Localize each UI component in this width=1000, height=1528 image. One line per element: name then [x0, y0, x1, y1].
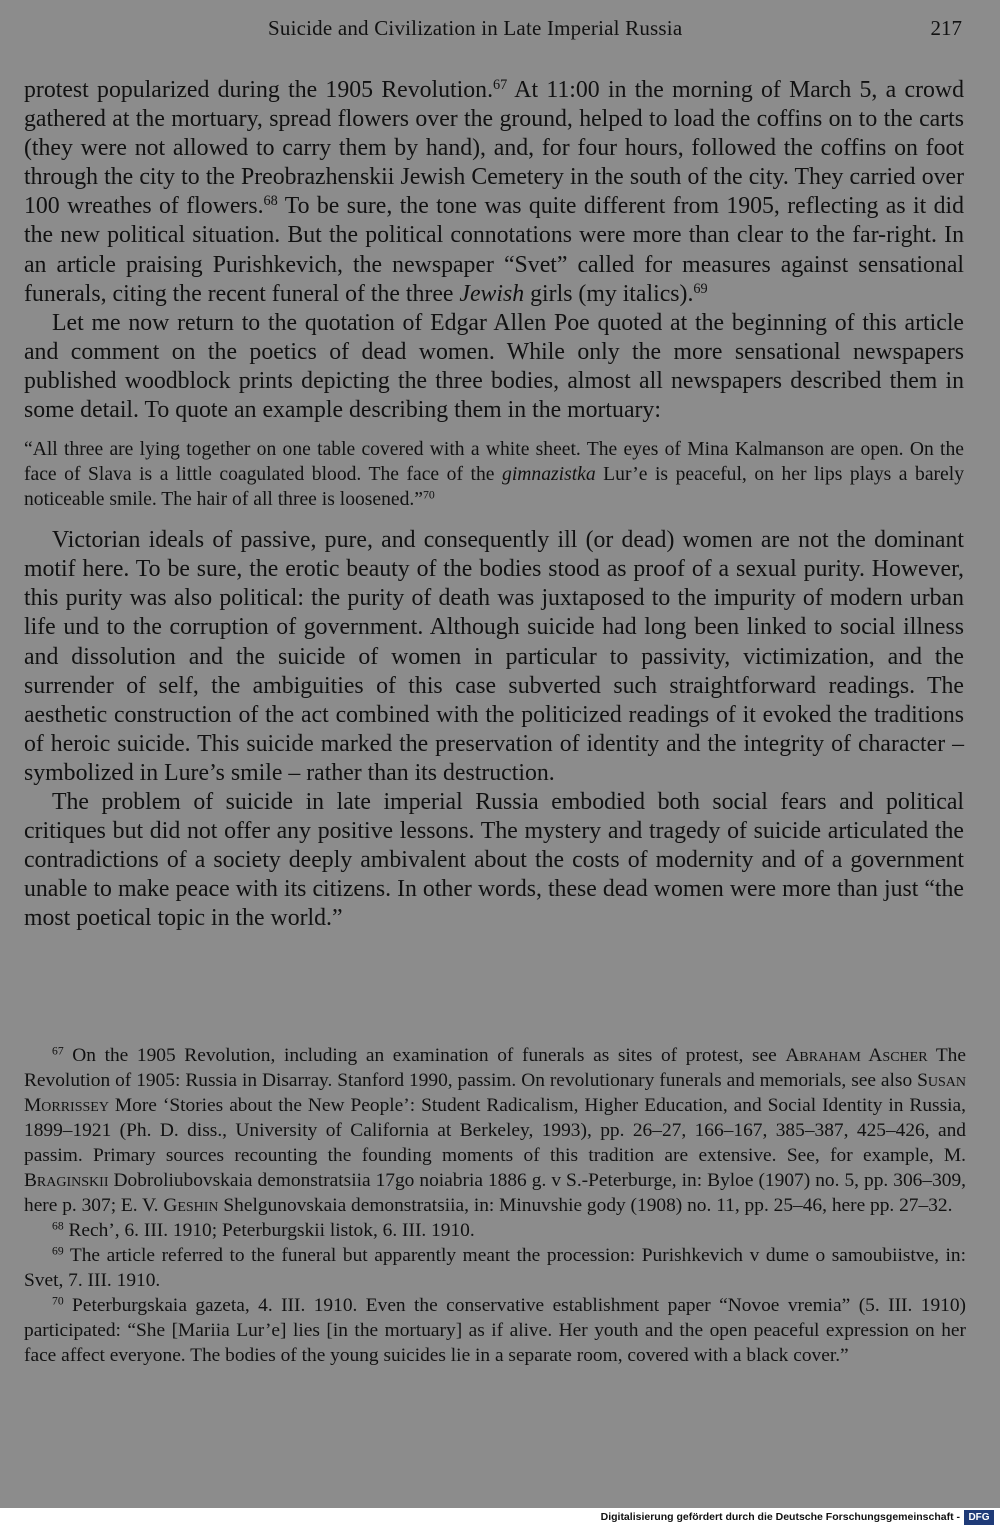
paragraph-4: The problem of suicide in late imperial Russia embodied both social fears and political critiques but did not offer any positive lessons. The mystery and tragedy of suicide articulated the contradictions of a society deeply ambivalent about the costs of modernity and of a government unable to make peace with its citizens. In other words, these dead women were more than just “the most poetical topic in the world.” — [24, 788, 964, 932]
author-morrissey: Susan Morrissey — [24, 1070, 966, 1116]
body-text — [24, 76, 964, 933]
paragraph-1-text-a: protest popularized during the 1905 Revolution. — [24, 77, 494, 103]
paragraph-1 — [24, 76, 964, 309]
author-braginskii: Braginskii — [24, 1170, 109, 1191]
block-quote-text-b: Lur’e is peaceful, on her lips plays a barely noticeable smile. The hair of all three is loosened.” — [24, 464, 964, 511]
funding-note: Digitalisierung gefördert durch die Deutsche Forschungsgemeinschaft - — [600, 1511, 960, 1523]
footnote-67-text-b: The Revolution of 1905: Russia in Disarray. Stanford 1990, passim. On revolutionary funerals and memorials, see also — [24, 1045, 966, 1091]
footnote-68 — [24, 1218, 966, 1243]
footnote-number-69: 69 — [52, 1244, 64, 1258]
block-quote-text-a: “All three are lying together on one table covered with a white sheet. The eyes of Mina Kalmanson are open. On the face of Slava is a little coagulated blood. The face of the — [24, 439, 964, 486]
footnote-70 — [24, 1293, 966, 1368]
paragraph-2: Let me now return to the quotation of Edgar Allen Poe quoted at the beginning of this article and comment on the poetics of dead women. While only the more sensational newspapers published woodblock prints depicting the three bodies, almost all newspapers described them in some detail. To quote an example describing them in the mortuary: — [24, 309, 964, 424]
digitization-footer — [0, 1508, 1000, 1528]
footnote-69 — [24, 1243, 966, 1293]
block-quote — [24, 437, 964, 512]
footnote-number-70: 70 — [52, 1294, 64, 1308]
footnote-ref-67: 67 — [493, 77, 508, 94]
footnote-69-text: The article referred to the funeral but apparently meant the procession: Purishkevich v dume o samoubiistve, in: Svet, 7. III. 1910. — [24, 1245, 966, 1291]
footnote-70-text: Peterburgskaia gazeta, 4. III. 1910. Even the conservative establishment paper “Novoe vremia” (5. III. 1910) participated: “She [Mariia Lur’e] lies [in the mortuary] as if alive. Her youth and the open peaceful expression on her face affect everyone. The bodies of the young suicides lie in a separate room, covered with a black cover.” — [24, 1295, 966, 1366]
paragraph-1-text-b: At 11:00 in the morning of March 5, a crowd gathered at the mortuary, spread flowers over the ground, helped to load the coffins on to the carts (they were not allowed to carry them by hand), and, for four hours, followed the coffins on foot through the city to the Preobrazhenskii Jewish Cemetery in the south of the city. They carried over 100 wreathes of flowers. — [24, 77, 964, 220]
dfg-logo: DFG — [964, 1510, 994, 1525]
footnote-ref-70: 70 — [423, 488, 435, 502]
footnote-67-text-c: More ‘Stories about the New People’: Student Radicalism, Higher Education, and Social Identity in Russia, 1899–1921 (Ph. D. diss., University of California at Berkeley, 1993), pp. 26–27, 166–167, 385–387, 425–426, and passim. Primary sources recounting the founding moments of this tradition are extensive. See, for example, M. — [24, 1095, 966, 1166]
running-title: Suicide and Civilization in Late Imperial Russia — [268, 16, 683, 40]
paragraph-3: Victorian ideals of passive, pure, and consequently ill (or dead) women are not the dominant motif here. To be sure, the erotic beauty of the bodies stood as proof of a sexual purity. However, this purity was also political: the purity of death was juxtaposed to the impurity of modern urban life und to the corruption of government. Although suicide had long been linked to social illness and dissolution and the suicide of women in particular to passivity, victimization, and the surrender of self, the ambiguities of this case subverted such straightforward readings. The aesthetic construction of the act combined with the politicized readings of it evoked the traditions of heroic suicide. This suicide marked the preservation of identity and the integrity of character – symbolized in Lure’s smile – rather than its destruction. — [24, 527, 964, 786]
footnote-67 — [24, 1043, 966, 1218]
footnote-67-text-a: On the 1905 Revolution, including an examination of funerals as sites of protest, see — [63, 1045, 786, 1066]
italic-gimnazistka: gimnazistka — [502, 464, 596, 486]
author-ascher: Abraham Ascher — [785, 1045, 928, 1066]
footnote-number-67: 67 — [52, 1044, 64, 1058]
footnote-ref-68: 68 — [263, 193, 278, 210]
page-header — [0, 16, 1000, 50]
page-number: 217 — [930, 16, 962, 40]
paragraph-1-text-d: girls (my italics). — [524, 280, 694, 307]
paragraph-1-text-c: To be sure, the tone was quite different from 1905, reflecting as it did the new political situation. But the political connotations were more than clear to the far-right. In an article praising Purishkevich, the newspaper “Svet” called for measures against sensational funerals, citing the recent funeral of the three — [24, 193, 964, 307]
footnote-ref-69: 69 — [693, 280, 708, 297]
footnote-67-text-d: Dobroliubovskaia demonstratsiia 17go noiabria 1886 g. v S.-Peterburge, in: Byloe (1907) no. 5, pp. 306–309, here p. 307; E. V. — [24, 1170, 966, 1216]
footnote-68-text: Rech’, 6. III. 1910; Peterburgskii listok, 6. III. 1910. — [63, 1220, 475, 1241]
footnotes — [24, 1043, 966, 1368]
footnote-67-text-e: Shelgunovskaia demonstratsiia, in: Minuvshie gody (1908) no. 11, pp. 25–46, here pp. 27–32. — [218, 1195, 953, 1216]
author-geshin: Geshin — [163, 1195, 219, 1216]
footnote-number-68: 68 — [52, 1219, 64, 1233]
italic-jewish: Jewish — [459, 280, 525, 307]
